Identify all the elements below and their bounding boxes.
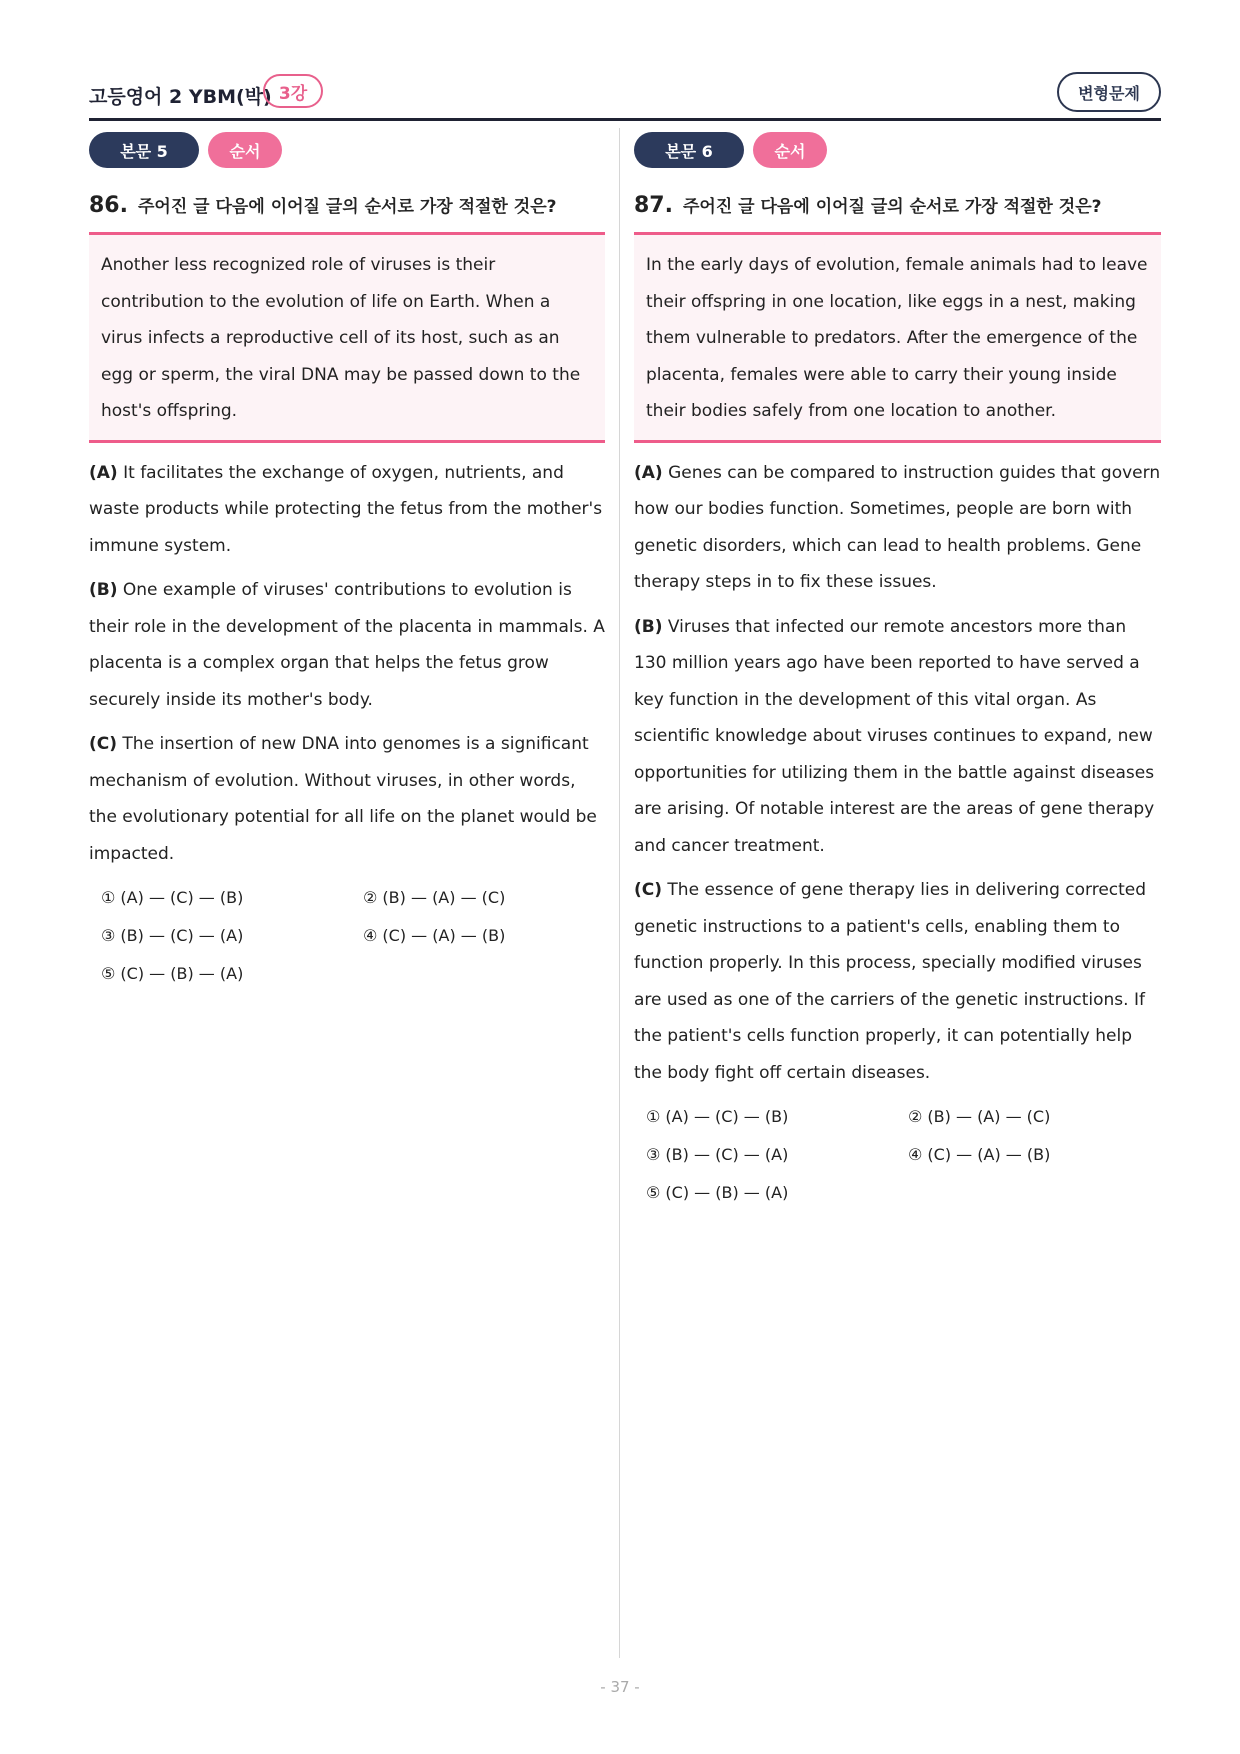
paragraph-c: [634, 872, 1161, 1091]
paragraph-text: It facilitates the exchange of oxygen, nutrients, and waste products while protecting the fetus from the mother's immune system.: [89, 462, 603, 556]
section-tags: [634, 132, 1161, 170]
choice-5[interactable]: ⑤ (C) — (B) — (A): [101, 964, 244, 983]
answer-choices: [89, 882, 605, 990]
paragraph-b: [634, 609, 1161, 865]
question-number: 87.: [634, 193, 673, 218]
paragraph-b: [89, 572, 605, 718]
paragraph-text: The essence of gene therapy lies in delivering corrected genetic instructions to a patient's cells, enabling them to function properly. In this process, specially modified viruses are used as one of the carriers of the genetic instructions. If the patient's cells function properly, it can potentially help the body fight off certain diseases.: [634, 880, 1147, 1083]
paragraph-label: (C): [634, 880, 663, 900]
header-divider: [89, 118, 1161, 121]
section-label: 본문 5: [89, 132, 199, 168]
choice-5[interactable]: ⑤ (C) — (B) — (A): [646, 1183, 789, 1202]
question-number: 86.: [89, 193, 128, 218]
paragraph-text: The insertion of new DNA into genomes is a significant mechanism of evolution. Without viruses, in other words, the evolutionary potential for all life on the planet would be impacted.: [89, 734, 597, 864]
choice-1[interactable]: ① (A) — (C) — (B): [646, 1107, 789, 1126]
paragraph-text: Genes can be compared to instruction guides that govern how our bodies function. Sometimes, people are born with genetic disorders, which can lead to health problems. Gene therapy steps in to fix these issues.: [634, 462, 1161, 592]
problem-type-badge: 변형문제: [1057, 72, 1161, 112]
paragraph-c: [89, 726, 605, 872]
column-divider: [619, 128, 620, 1658]
answer-choices: [634, 1101, 1161, 1209]
question-text: 주어진 글 다음에 이어질 글의 순서로 가장 적절한 것은?: [682, 197, 1102, 217]
book-title: 고등영어 2 YBM(박): [89, 86, 272, 108]
paragraph-label: (A): [634, 462, 663, 483]
paragraph-label: (B): [634, 616, 663, 637]
choice-3[interactable]: ③ (B) — (C) — (A): [101, 926, 244, 945]
question-text: 주어진 글 다음에 이어질 글의 순서로 가장 적절한 것은?: [137, 197, 557, 217]
question-heading: [89, 192, 605, 232]
chapter-badge: 3강: [263, 74, 323, 108]
page-number: - 37 -: [600, 1678, 640, 1696]
section-label: 본문 6: [634, 132, 744, 168]
paragraph-list: [634, 455, 1161, 1092]
paragraph-text: Viruses that infected our remote ancestors more than 130 million years ago have been reported to have served a key function in the development of this vital organ. As scientific knowledge about viruses continues to expand, new opportunities for utilizing them in the battle against diseases are arising. Of notable interest are the areas of gene therapy and cancer treatment.: [634, 616, 1155, 856]
paragraph-a: [89, 455, 605, 565]
category-label: 순서: [208, 132, 282, 168]
given-passage: Another less recognized role of viruses is their contribution to the evolution of life on Earth. When a virus infects a reproductive cell of its host, such as an egg or sperm, the viral DNA may be passed down to the host's offspring.: [89, 232, 605, 443]
paragraph-text: One example of viruses' contributions to evolution is their role in the development of the placenta in mammals. A placenta is a complex organ that helps the fetus grow securely inside its mother's body.: [89, 580, 605, 710]
page-header: [89, 72, 1161, 120]
question-heading: [634, 192, 1161, 232]
paragraph-label: (A): [89, 462, 118, 483]
question-86: [89, 132, 605, 990]
section-tags: [89, 132, 605, 170]
question-87: [634, 132, 1161, 1209]
choice-1[interactable]: ① (A) — (C) — (B): [101, 888, 244, 907]
paragraph-a: [634, 455, 1161, 601]
choice-4[interactable]: ④ (C) — (A) — (B): [908, 1145, 1051, 1164]
category-label: 순서: [753, 132, 827, 168]
choice-3[interactable]: ③ (B) — (C) — (A): [646, 1145, 789, 1164]
given-passage: In the early days of evolution, female animals had to leave their offspring in one location, like eggs in a nest, making them vulnerable to predators. After the emergence of the placenta, females were able to carry their young inside their bodies safely from one location to another.: [634, 232, 1161, 443]
choice-2[interactable]: ② (B) — (A) — (C): [908, 1107, 1051, 1126]
paragraph-label: (C): [89, 734, 118, 754]
paragraph-list: [89, 455, 605, 873]
choice-4[interactable]: ④ (C) — (A) — (B): [363, 926, 506, 945]
paragraph-label: (B): [89, 580, 118, 600]
choice-2[interactable]: ② (B) — (A) — (C): [363, 888, 506, 907]
